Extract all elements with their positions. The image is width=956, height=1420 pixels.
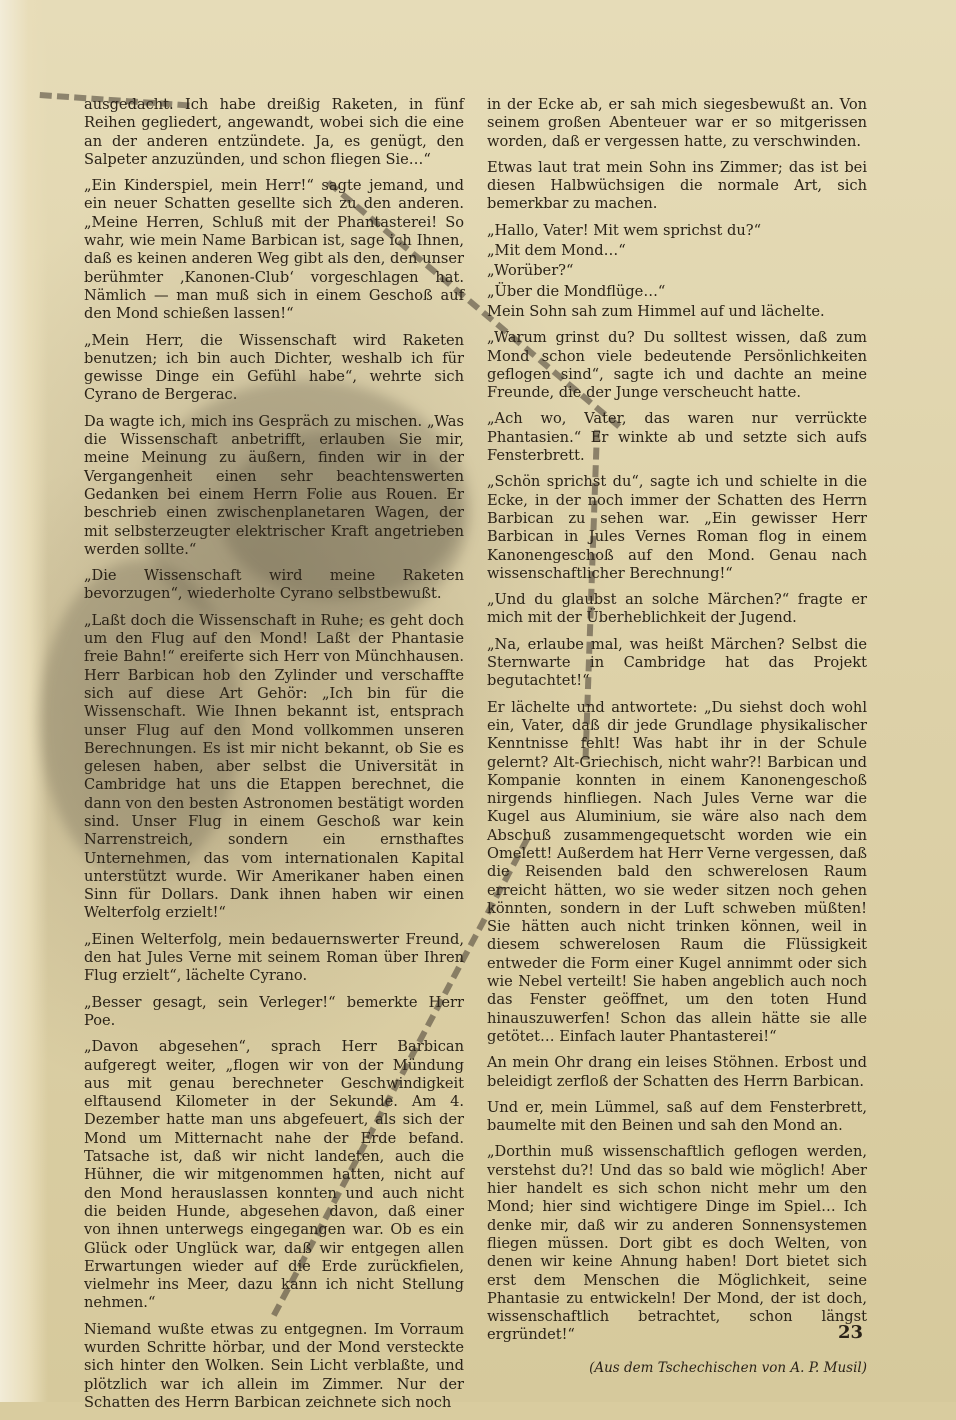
- paragraph: Und er, mein Lümmel, saß auf dem Fensterbrett, baumelte mit den Beinen und sah den Mond an.: [487, 1098, 867, 1135]
- paragraph: Niemand wußte etwas zu entgegnen. Im Vorraum wurden Schritte hörbar, und der Mond versteckte sich hinter den Wolken. Sein Licht verblaßte, und plötzlich war ich allein im Zimmer. Nur der Schatten des Herrn Barbican zeichnete sich noch: [84, 1320, 464, 1411]
- paragraph: „Einen Welterfolg, mein bedauernswerter Freund, den hat Jules Verne mit seinem Roman über Ihren Flug erzielt“, lächelte Cyrano.: [84, 930, 464, 985]
- paragraph: „Mit dem Mond…“: [487, 242, 626, 260]
- paragraph: „Na, erlaube mal, was heißt Märchen? Selbst die Sternwarte in Cambridge hat das Projekt begutachtet!“: [487, 635, 867, 690]
- paragraph: „Laßt doch die Wissenschaft in Ruhe; es geht doch um den Flug auf den Mond! Laßt der Phantasie freie Bahn!“ ereiferte sich Herr von Münchhausen. Herr Barbican hob den Zylinder und verschaffte sich auf diese Art Gehör: „Ich bin für die Wissenschaft. Wie Ihnen bekannt ist, entsprach unser Flug auf den Mond vollkommen unseren Berechnungen. Es ist mir nicht bekannt, ob Sie es gelesen haben, aber selbst die Universität in Cambridge hat uns die Etappen berechnet, die dann von den besten Astronomen bestätigt worden sind. Unser Flug in einem Geschoß war kein Narrenstreich, sondern ein ernsthaftes Unternehmen, das vom internationalen Kapital unterstützt wurde. Wir Amerikaner haben einen Sinn für Dollars. Dank ihnen haben wir einen Welterfolg erzielt!“: [84, 611, 464, 922]
- paragraph: „Hallo, Vater! Mit wem sprichst du?“: [487, 221, 762, 239]
- paragraph: „Über die Mondflüge…“: [487, 282, 666, 300]
- paragraph: „Ach wo, Vater, das waren nur verrückte Phantasien.“ Er winkte ab und setzte sich aufs Fensterbrett.: [487, 410, 867, 465]
- paragraph: Etwas laut trat mein Sohn ins Zimmer; das ist bei diesen Halbwüchsigen die normale Art, sich bemerkbar zu machen.: [487, 158, 867, 213]
- paragraph: „Warum grinst du? Du solltest wissen, daß zum Mond schon viele bedeutende Persönlichkeiten geflogen sind“, sagte ich und dachte an meine Freunde, die der Junge verscheucht hatte.: [487, 329, 867, 402]
- paragraph: An mein Ohr drang ein leises Stöhnen. Erbost und beleidigt zerfloß der Schatten des Herrn Barbican.: [487, 1054, 867, 1090]
- paragraph: in der Ecke ab, er sah mich siegesbewußt an. Von seinem großen Abenteuer war er so mitgerissen worden, daß er vergessen hatte, zu verschwinden.: [487, 96, 867, 150]
- page-number: 23: [838, 1322, 864, 1343]
- paragraph: Er lächelte und antwortete: „Du siehst doch wohl ein, Vater, daß dir jede Grundlage physikalischer Kenntnisse fehlt! Was habt ihr in der Schule gelernt? Alt-Griechisch, nicht wahr?! Barbican und Kompanie konnten in einem Kanonengeschoß nirgends hinfliegen. Nach Jules Verne war die Kugel aus Aluminium, sie wäre also nach dem Abschuß zusammengequetscht worden wie ein Omelett! Außerdem hat Herr Verne vergessen, daß die Reisenden bald den schwerelosen Raum erreicht hätten, wo sie weder sitzen noch gehen könnten, sondern in der Luft schweben müßten! Sie hätten auch nicht trinken können, weil in diesem schwerelosen Raum die Flüssigkeit entweder die Form einer Kugel annimmt oder sich wie Nebel verteilt! Sie haben angeblich auch noch das Fenster geöffnet, um den toten Hund hinauszuwerfen! Schon das allein hätte sie alle getötet… Einfach lauter Phantasterei!“: [487, 698, 867, 1045]
- paragraph: „Und du glaubst an solche Märchen?“ fragte er mich mit der Überheblichkeit der Jugend.: [487, 591, 867, 627]
- paragraph: ausgedacht. Ich habe dreißig Raketen, in fünf Reihen gegliedert, angewandt, wobei sich die eine an der anderen entzündete. Ja, es genügt, den Salpeter anzuzünden, und schon fliegen Sie…“: [84, 96, 464, 168]
- paragraph: Da wagte ich, mich ins Gespräch zu mischen. „Was die Wissenschaft anbetrifft, erlauben Sie mir, meine Meinung zu äußern, finden wir in der Vergangenheit einen sehr beachtenswerten Gedanken bei einem Herrn Folie aus Rouen. Er beschrieb einen zwischenplanetaren Wagen, der mit selbsterzeugter elektrischer Kraft angetrieben werden sollte.“: [84, 412, 464, 558]
- paragraph: Mein Sohn sah zum Himmel auf und lächelte.: [487, 302, 825, 320]
- paragraph: „Dorthin muß wissenschaftlich geflogen werden, verstehst du?! Und das so bald wie möglich! Aber hier handelt es sich schon nicht mehr um den Mond; hier sind wichtigere Dinge im Spiel… Ich denke mir, daß wir zu anderen Sonnensystemen fliegen müssen. Dort gibt es doch Welten, von denen wir keine Ahnung haben! Dort bietet sich erst dem Menschen die Möglichkeit, seine Phantasie zu entwickeln! Der Mond, der ist doch, wissenschaftlich betrachtet, schon längst ergründet!“: [487, 1143, 867, 1344]
- translation-credit: (Aus dem Tschechischen von A. P. Musil): [589, 1359, 867, 1376]
- paragraph: „Ein Kinderspiel, mein Herr!“ sagte jemand, und ein neuer Schatten gesellte sich zu den anderen. „Meine Herren, Schluß mit der Phantasterei! So wahr, wie mein Name Barbican ist, sage ich Ihnen, daß es keinen anderen Weg gibt als den, den unser berühmter ‚Kanonen-Club‘ vorgeschlagen hat. Nämlich — man muß sich in einem Geschoß auf den Mond schießen lassen!“: [84, 177, 464, 323]
- paragraph: „Die Wissenschaft wird meine Raketen bevorzugen“, wiederholte Cyrano selbstbewußt.: [84, 567, 464, 603]
- paragraph: „Schön sprichst du“, sagte ich und schielte in die Ecke, in der noch immer der Schatten des Herrn Barbican zu sehen war. „Ein gewisser Herr Barbican in Jules Vernes Roman flog in einem Kanonengeschoß auf den Mond. Genau nach wissenschaftlicher Berechnung!“: [487, 473, 867, 582]
- text-column-right: [487, 96, 867, 1377]
- paragraph: „Mein Herr, die Wissenschaft wird Raketen benutzen; ich bin auch Dichter, weshalb ich für gewisse Dinge ein Gefühl habe“, wehrte sich Cyrano de Bergerac.: [84, 331, 464, 404]
- paragraph: „Besser gesagt, sein Verleger!“ bemerkte Herr Poe.: [84, 993, 464, 1029]
- text-column-left: [84, 96, 464, 1420]
- paragraph: „Worüber?“: [487, 262, 574, 280]
- paragraph: „Davon abgesehen“, sprach Herr Barbican aufgeregt weiter, „flogen wir von der Mündung aus mit genau berechneter Geschwindigkeit elftausend Kilometer in der Sekunde. Am 4. Dezember hatte man uns abgefeuert, als sich der Mond um Mitternacht nahe der Erde befand. Tatsache ist, daß wir nicht landeten, auch die Hühner, die wir mitgenommen hatten, nicht auf den Mond herauslassen konnten und auch nicht die beiden Hunde, abgesehen davon, daß einer von ihnen unterwegs eingegangen war. Ob es ein Glück oder Unglück war, daß wir entgegen allen Erwartungen wieder auf die Erde zurückfielen, vielmehr ins Meer, dazu kann ich nicht Stellung nehmen.“: [84, 1038, 464, 1312]
